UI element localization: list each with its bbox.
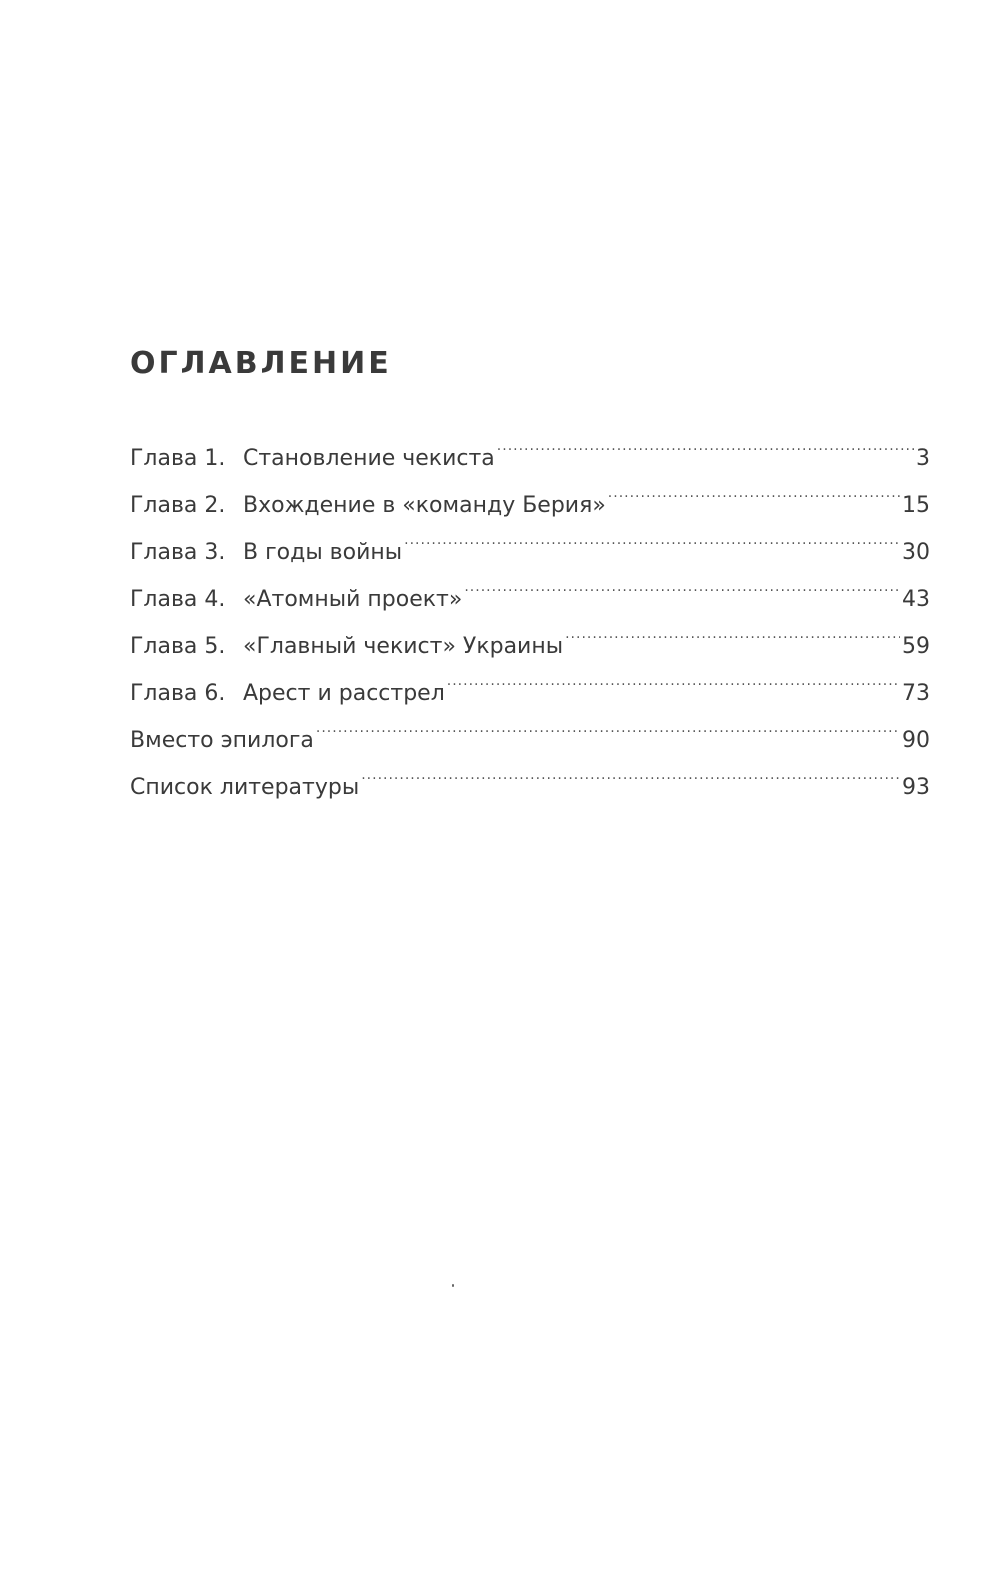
page-title: ОГЛАВЛЕНИЕ [130, 346, 392, 381]
toc-entry-page: 30 [902, 540, 930, 565]
dot-leader [447, 653, 900, 700]
dot-leader [497, 418, 914, 465]
dot-leader [464, 559, 900, 606]
toc-entry-label: Глава 6. [130, 681, 226, 706]
dot-leader [565, 606, 900, 653]
toc-entry [130, 418, 930, 471]
table-of-contents [130, 418, 930, 800]
toc-entry-label: Глава 1. [130, 446, 226, 471]
toc-entry-label: Глава 3. [130, 540, 226, 565]
toc-entry-title: Список литературы [130, 775, 360, 800]
toc-entry-label: Глава 4. [130, 587, 226, 612]
toc-entry-title: В годы войны [243, 540, 403, 565]
toc-entry-title: Вхождение в «команду Берия» [243, 493, 606, 518]
toc-entry-title: Становление чекиста [243, 446, 495, 471]
toc-entry-title: «Атомный проект» [243, 587, 463, 612]
toc-entry-title: Вместо эпилога [130, 728, 314, 753]
toc-entry-page: 90 [902, 728, 930, 753]
toc-entry-label: Глава 2. [130, 493, 226, 518]
toc-entry-page: 3 [916, 446, 930, 471]
toc-entry-title: «Главный чекист» Украины [243, 634, 564, 659]
dot-leader [608, 465, 900, 512]
dot-leader [361, 747, 900, 794]
scan-speck [452, 1284, 454, 1287]
toc-entry-page: 15 [902, 493, 930, 518]
toc-entry-title: Арест и расстрел [243, 681, 445, 706]
toc-entry-page: 43 [902, 587, 930, 612]
toc-entry-page: 93 [902, 775, 930, 800]
toc-entry-label: Глава 5. [130, 634, 226, 659]
toc-entry-page: 73 [902, 681, 930, 706]
toc-entry-page: 59 [902, 634, 930, 659]
dot-leader [316, 700, 900, 747]
dot-leader [404, 512, 900, 559]
